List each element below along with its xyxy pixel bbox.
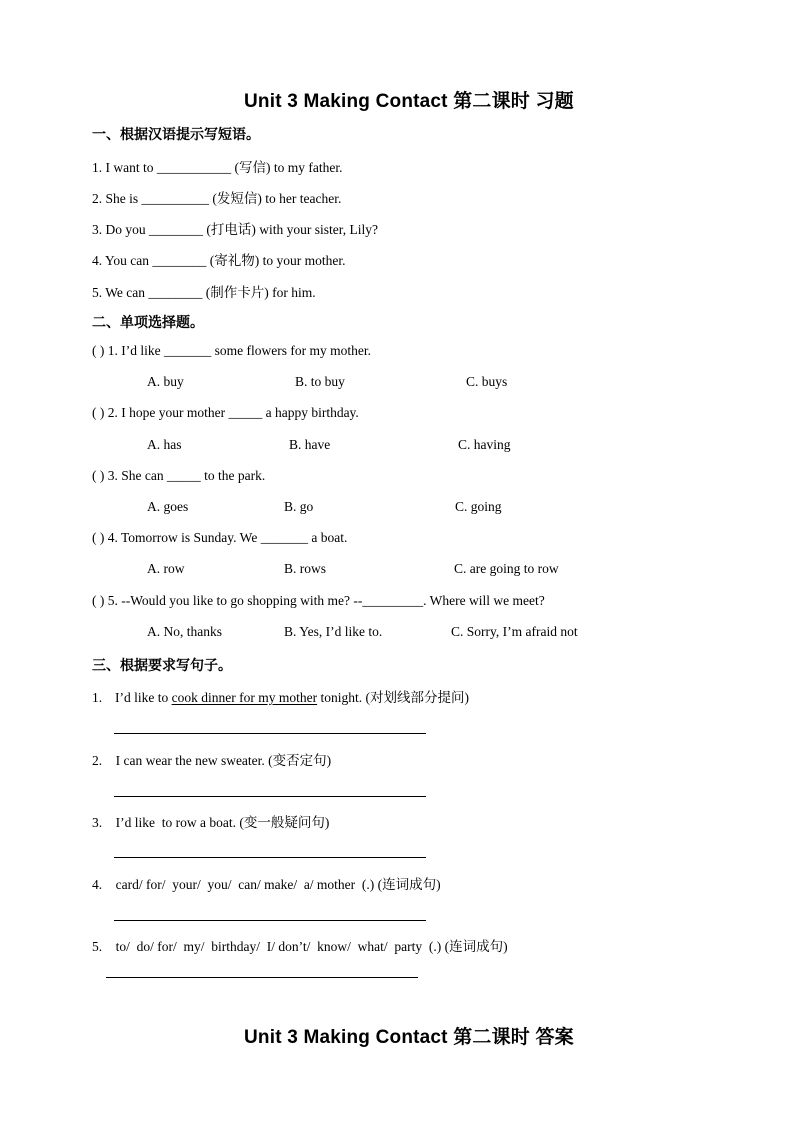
- s3-question-5: 5. to/ do/ for/ my/ birthday/ I/ don’t/ know/ what/ party (.) (连词成句): [92, 939, 508, 954]
- s2-question-1: ( ) 1. I’d like _______ some flowers for my mother.: [92, 343, 371, 358]
- s2-q5-option-c: C. Sorry, I’m afraid not: [451, 624, 578, 639]
- s2-q4-option-c: C. are going to row: [454, 561, 559, 576]
- s2-q4-option-b: B. rows: [284, 561, 327, 576]
- s2-q1-option-a: A. buy: [147, 374, 184, 389]
- s2-q2-option-c: C. having: [458, 437, 511, 452]
- page-title: Unit 3 Making Contact 第二课时 习题: [244, 91, 574, 112]
- s2-question-4: ( ) 4. Tomorrow is Sunday. We _______ a boat.: [92, 530, 348, 545]
- s2-q3-option-b: B. go: [284, 499, 314, 514]
- s3-q1-answer-line: [114, 733, 426, 734]
- s3-q2-answer-line: [114, 796, 426, 797]
- s3-q1-number: 1.: [92, 690, 103, 705]
- s1-item-3: 3. Do you ________ (打电话) with your sister, Lily?: [92, 222, 378, 237]
- s1-item-2: 2. She is __________ (发短信) to her teacher.: [92, 191, 342, 206]
- s2-question-2: ( ) 2. I hope your mother _____ a happy birthday.: [92, 405, 359, 420]
- section-2-heading: 二、单项选择题。: [92, 315, 204, 331]
- s3-q1-prefix: I’d like to: [115, 690, 172, 705]
- s2-q3-option-c: C. going: [455, 499, 502, 514]
- s2-q5-option-b: B. Yes, I’d like to.: [284, 624, 383, 639]
- section-3-heading: 三、根据要求写句子。: [92, 658, 232, 674]
- s3-q4-answer-line: [114, 920, 426, 921]
- s3-question-3: 3. I’d like to row a boat. (变一般疑问句): [92, 815, 330, 830]
- s3-q1-suffix: tonight. (对划线部分提问): [317, 690, 469, 705]
- s2-question-5: ( ) 5. --Would you like to go shopping with me? --_________. Where will we meet?: [92, 593, 545, 608]
- s3-q3-answer-line: [114, 857, 426, 858]
- s2-q1-option-b: B. to buy: [295, 374, 345, 389]
- s2-q2-option-a: A. has: [147, 437, 182, 452]
- answer-title: Unit 3 Making Contact 第二课时 答案: [244, 1027, 574, 1048]
- s1-item-5: 5. We can ________ (制作卡片) for him.: [92, 285, 316, 300]
- s3-q1-underlined-phrase: cook dinner for my mother: [171, 690, 318, 705]
- s3-question-2: 2. I can wear the new sweater. (变否定句): [92, 753, 332, 768]
- s2-question-3: ( ) 3. She can _____ to the park.: [92, 468, 266, 483]
- s2-q4-option-a: A. row: [147, 561, 185, 576]
- s1-item-1: 1. I want to ___________ (写信) to my father.: [92, 160, 343, 175]
- s2-q1-option-c: C. buys: [466, 374, 508, 389]
- s3-question-1: [92, 686, 469, 706]
- s2-q2-option-b: B. have: [289, 437, 331, 452]
- s2-q3-option-a: A. goes: [147, 499, 189, 514]
- s3-question-4: 4. card/ for/ your/ you/ can/ make/ a/ mother (.) (连词成句): [92, 877, 441, 892]
- s1-item-4: 4. You can ________ (寄礼物) to your mother.: [92, 253, 346, 268]
- s3-q5-answer-line: [106, 977, 418, 978]
- section-1-heading: 一、根据汉语提示写短语。: [92, 127, 260, 143]
- s2-q5-option-a: A. No, thanks: [147, 624, 222, 639]
